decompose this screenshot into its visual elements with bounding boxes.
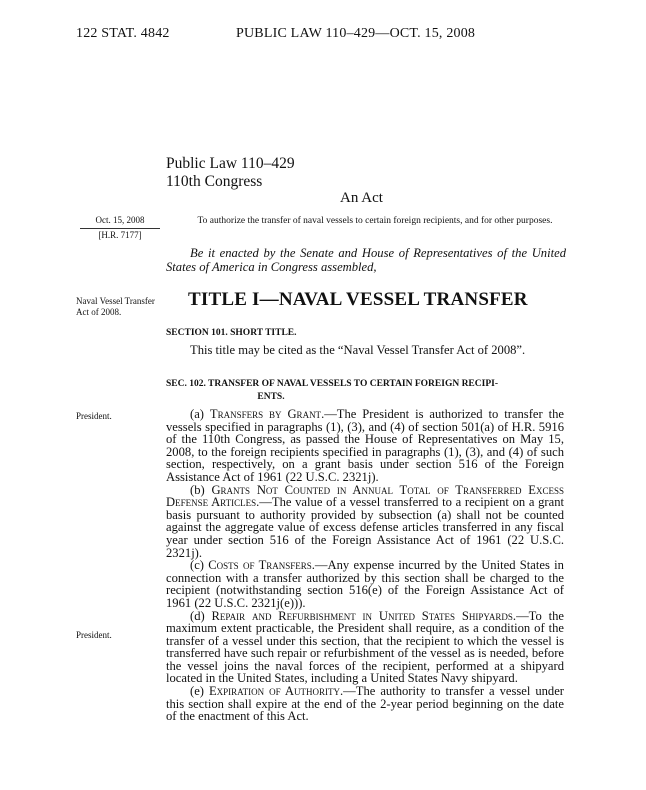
page-stat-number: 122 STAT. 4842 [76,26,170,41]
running-header: PUBLIC LAW 110–429—OCT. 15, 2008 [236,26,476,41]
act-purpose: To authorize the transfer of naval vessels to certain foreign recipients, and for other purposes. [197,216,553,226]
margin-note-president-2: President. [76,630,112,640]
subsection-c-heading: Costs of Transfers [208,558,312,573]
subsection-a: (a) Transfers by Grant.—The President is authorized to transfer the vessels specified in paragraphs (1), (3), and (4) of section 501(a) of H.R. 5916 of the 110th Congress, as passed the House of Representatives on May 15, 2008, to the foreign recipients specified in paragraphs (1), (3), and (4) of such section, respectively, on a grant basis under section 516 of the Foreign Assistance Act of 1961 (22 U.S.C. 2321j). [166,407,564,484]
margin-note-president-1: President. [76,411,112,421]
section-102-body [166,408,564,723]
law-identifier [166,155,295,191]
subsection-b-heading: Grants Not Counted in Annual Total of Transferred Excess Defense Articles [166,482,564,510]
title-heading: TITLE I—NAVAL VESSEL TRANSFER [188,289,528,310]
section-101-heading: SECTION 101. SHORT TITLE. [166,328,297,338]
congress-number: 110th Congress [166,173,263,190]
section-102-heading-line1: SEC. 102. TRANSFER OF NAVAL VESSELS TO CERTAIN FOREIGN RECIPI- [166,379,498,389]
subsection-d: (d) Repair and Refurbishment in United States Shipyards.—To the maximum extent practicable, the President shall require, as a condition of the transfer of a vessel under this section, that the recipient to which the vessel is transferred have such repair or refurbishment of the vessel as is needed, before the vessel joins the naval forces of the recipient, performed at a shipyard located in the United States, including a United States Navy shipyard. [166,608,564,686]
subsection-b: (b) Grants Not Counted in Annual Total of Transferred Excess Defense Articles.—The value of a vessel transferred to a recipient on a grant basis pursuant to authority provided by subsection (a) shall not be counted against the aggregate value of excess defense articles transferred in any fiscal year under section 516 of the Foreign Assistance Act of 1961 (22 U.S.C. 2321j). [166,482,565,560]
section-102-heading-line2: ENTS. [257,392,285,402]
bill-number: [H.R. 7177] [98,230,142,240]
subsection-e-heading: Expiration of Authority [208,684,341,699]
act-heading: An Act [340,190,383,206]
subsection-e: (e) Expiration of Authority.—The authority to transfer a vessel under this section shall expire at the end of the 2-year period beginning on the date of the enactment of this Act. [166,684,564,724]
section-101-text: This title may be cited as the “Naval Vessel Transfer Act of 2008”. [190,343,526,357]
section-102-heading [166,378,566,404]
law-number: Public Law 110–429 [166,155,295,172]
date-block [76,214,164,242]
subsection-a-heading: Transfers by Grant [209,407,322,421]
subsection-d-heading: Repair and Refurbishment in United States Shipyards [211,608,513,623]
enacting-clause: Be it enacted by the Senate and House of Representatives of the United States of America in Congress assembled, [166,246,566,274]
margin-note-short-title: Naval Vessel Transfer Act of 2008. [76,296,155,317]
enactment-date: Oct. 15, 2008 [95,215,145,225]
subsection-c: (c) Costs of Transfers.—Any expense incurred by the United States in connection with a transfer authorized by this section shall be charged to the recipient (notwithstanding section 516(e) of the Foreign Assistance Act of 1961 (22 U.S.C. 2321j(e))). [166,558,564,610]
